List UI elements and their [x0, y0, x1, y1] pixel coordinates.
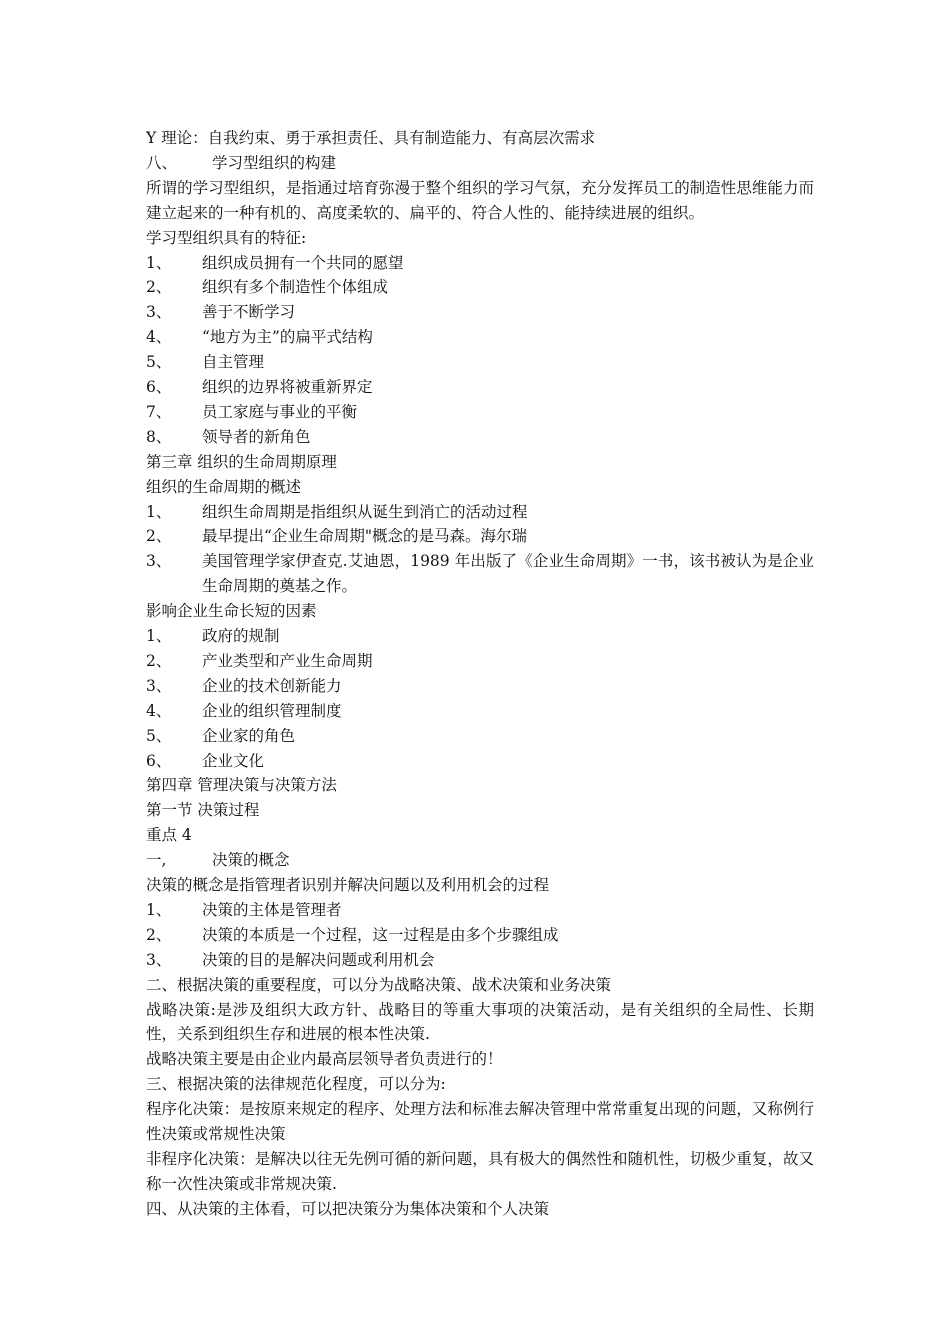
item-number: 2、 [146, 651, 172, 670]
section-1-title: 第一节 决策过程 [146, 801, 260, 820]
item-text: 企业家的角色 [202, 726, 296, 745]
item-number: 4、 [146, 328, 172, 347]
list-item [146, 425, 814, 450]
strategic-decision-owner: 战略决策主要是由企业内最高层领导者负责进行的！ [146, 1050, 503, 1069]
item-text: 组织成员拥有一个共同的愿望 [202, 253, 404, 272]
section-1-heading [146, 848, 814, 873]
item-number: 3、 [146, 676, 172, 695]
learning-org-features-heading: 学习型组织具有的特征: [146, 228, 307, 247]
item-number: 5、 [146, 353, 172, 372]
item-number: 4、 [146, 701, 172, 720]
key-point-label: 重点 4 [146, 826, 192, 845]
item-text: 组织有多个制造性个体组成 [202, 278, 389, 297]
item-text: 政府的规制 [202, 627, 280, 646]
list-item [146, 400, 814, 425]
list-item [146, 749, 814, 774]
list-item [146, 724, 814, 749]
item-text: 善于不断学习 [202, 303, 296, 322]
features-list [146, 251, 814, 450]
item-number: 1、 [146, 900, 172, 919]
section-number: 一, [146, 851, 167, 870]
list-item [146, 325, 814, 350]
decision-definition: 决策的概念是指管理者识别并解决问题以及利用机会的过程 [146, 876, 550, 895]
list-item [146, 350, 814, 375]
item-number: 6、 [146, 378, 172, 397]
item-number: 1、 [146, 627, 172, 646]
classification-by-norm: 三、根据决策的法律规范化程度，可以分为: [146, 1075, 446, 1094]
list-item [146, 898, 814, 923]
item-number: 7、 [146, 402, 172, 421]
list-item [146, 699, 814, 724]
item-text: 企业的组织管理制度 [202, 701, 342, 720]
item-text: 领导者的新角色 [202, 427, 311, 446]
item-number: 3、 [146, 303, 172, 322]
item-number: 5、 [146, 726, 172, 745]
programmed-decision: 程序化决策：是按原来规定的程序、处理方法和标准去解决管理中常常重复出现的问题，又称例行性决策或常规性决策 [146, 1100, 814, 1144]
item-text: 决策的主体是管理者 [202, 900, 342, 919]
chapter-4-title: 第四章 管理决策与决策方法 [146, 776, 337, 795]
list-item [146, 549, 814, 599]
item-text: 决策的目的是解决问题或利用机会 [202, 950, 435, 969]
list-item [146, 251, 814, 276]
lifecycle-list [146, 500, 814, 600]
section-number: 八、 [146, 153, 178, 172]
chapter-3-title: 第三章 组织的生命周期原理 [146, 452, 337, 471]
item-text: 企业文化 [202, 751, 265, 770]
list-item [146, 375, 814, 400]
list-item [146, 649, 814, 674]
item-number: 2、 [146, 925, 172, 944]
learning-org-definition: 所谓的学习型组织，是指通过培育弥漫于整个组织的学习气氛，充分发挥员工的制造性思维能力而建立起来的一种有机的、高度柔软的、扁平的、符合人性的、能持续进展的组织。 [146, 178, 814, 222]
item-number: 2、 [146, 527, 172, 546]
list-item [146, 923, 814, 948]
section-8-heading [146, 151, 814, 176]
list-item [146, 948, 814, 973]
item-text: 产业类型和产业生命周期 [202, 651, 373, 670]
item-number: 1、 [146, 253, 172, 272]
item-number: 3、 [146, 552, 172, 571]
factors-heading: 影响企业生命长短的因素 [146, 602, 317, 621]
classification-by-subject: 四、从决策的主体看，可以把决策分为集体决策和个人决策 [146, 1199, 550, 1218]
item-text: 自主管理 [202, 353, 265, 372]
item-number: 6、 [146, 751, 172, 770]
decision-points-list [146, 898, 814, 973]
item-text: 员工家庭与事业的平衡 [202, 402, 358, 421]
item-text: 企业的技术创新能力 [202, 676, 342, 695]
section-title: 决策的概念 [212, 851, 290, 870]
item-text: 最早提出“企业生命周期"概念的是马森。海尔瑞 [202, 527, 528, 546]
document-body [146, 126, 814, 1222]
item-number: 1、 [146, 502, 172, 521]
item-text: 决策的本质是一个过程，这一过程是由多个步骤组成 [202, 925, 559, 944]
classification-by-importance: 二、根据决策的重要程度，可以分为战略决策、战术决策和业务决策 [146, 975, 612, 994]
y-theory-line: Y 理论：自我约束、勇于承担责任、具有制造能力、有高层次需求 [146, 129, 596, 147]
item-number: 2、 [146, 278, 172, 297]
factors-list [146, 624, 814, 773]
section-title: 学习型组织的构建 [212, 153, 337, 172]
nonprogrammed-decision: 非程序化决策：是解决以往无先例可循的新问题，具有极大的偶然性和随机性，切极少重复，故又称一次性决策或非常规决策. [146, 1149, 814, 1193]
lifecycle-overview-heading: 组织的生命周期的概述 [146, 477, 302, 496]
list-item [146, 524, 814, 549]
list-item [146, 300, 814, 325]
item-text: 组织生命周期是指组织从诞生到消亡的活动过程 [202, 502, 528, 521]
list-item [146, 624, 814, 649]
item-text: 组织的边界将被重新界定 [202, 378, 373, 397]
list-item [146, 275, 814, 300]
list-item [146, 500, 814, 525]
list-item [146, 674, 814, 699]
strategic-decision-definition: 战略决策:是涉及组织大政方针、战略目的等重大事项的决策活动，是有关组织的全局性、长期性，关系到组织生存和进展的根本性决策. [146, 1000, 814, 1044]
item-text: 美国管理学家伊查克.艾迪恩，1989 年出版了《企业生命周期》一书，该书被认为是企业生命周期的奠基之作。 [202, 552, 814, 596]
item-number: 3、 [146, 950, 172, 969]
item-text: “地方为主”的扁平式结构 [202, 328, 373, 347]
item-number: 8、 [146, 427, 172, 446]
